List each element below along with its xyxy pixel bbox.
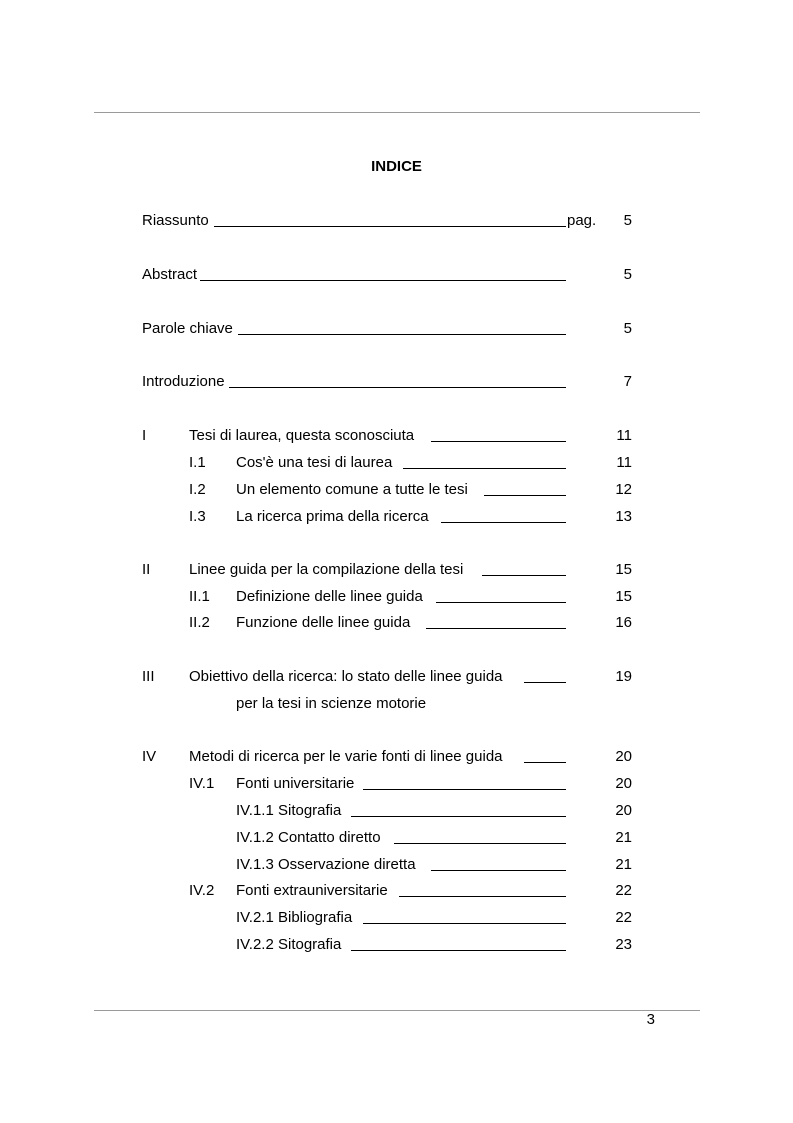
toc-entry-title: Tesi di laurea, questa sconosciuta <box>189 427 415 444</box>
section-number: I.1 <box>189 454 206 471</box>
toc-subsection[interactable] <box>0 908 793 928</box>
leader-line <box>524 747 566 763</box>
toc-entry-title: Cos'è una tesi di laurea <box>236 454 393 471</box>
toc-entry[interactable] <box>0 211 793 231</box>
toc-subsection[interactable] <box>0 855 793 875</box>
toc-chapter[interactable] <box>0 560 793 580</box>
toc-entry-title: Fonti extrauniversitarie <box>236 882 388 899</box>
toc-page-number: 12 <box>615 481 632 498</box>
toc-page-number: 20 <box>615 802 632 819</box>
toc-entry-title: Introduzione <box>142 373 225 390</box>
toc-page-number: 19 <box>615 668 632 685</box>
leader-line <box>482 560 566 576</box>
leader-line <box>441 507 566 523</box>
toc-section[interactable] <box>0 453 793 473</box>
toc-chapter[interactable] <box>0 426 793 446</box>
leader-line <box>403 453 566 469</box>
toc-entry-title: IV.1.2 Contatto diretto <box>236 829 381 846</box>
toc-page-number: 22 <box>615 882 632 899</box>
leader-line <box>229 372 566 388</box>
toc-page-number: 20 <box>615 748 632 765</box>
toc-page-number: 11 <box>616 454 632 471</box>
toc-entry[interactable] <box>0 265 793 285</box>
toc-entry-title: IV.2.1 Bibliografia <box>236 909 353 926</box>
toc-page-number: 7 <box>623 373 632 390</box>
leader-line <box>524 667 566 683</box>
leader-line <box>363 774 566 790</box>
toc-subsection[interactable] <box>0 935 793 955</box>
toc-entry-title: Riassunto <box>142 212 209 229</box>
toc-entry-title: IV.2.2 Sitografia <box>236 936 342 953</box>
toc-section[interactable] <box>0 587 793 607</box>
toc-entry[interactable] <box>0 319 793 339</box>
toc-page-number: 11 <box>616 427 632 444</box>
toc-entry-title: per la tesi in scienze motorie <box>236 695 427 712</box>
toc-page-number: 13 <box>615 508 632 525</box>
toc-entry-title: Fonti universitarie <box>236 775 355 792</box>
leader-line <box>351 935 566 951</box>
toc-section[interactable] <box>0 613 793 633</box>
leader-line <box>484 480 566 496</box>
toc-entry-title: IV.1.1 Sitografia <box>236 802 342 819</box>
toc-page-number: 21 <box>615 856 632 873</box>
leader-line <box>426 613 566 629</box>
chapter-number: II <box>142 561 151 578</box>
toc-subsection[interactable] <box>0 828 793 848</box>
section-number: II.1 <box>189 588 210 605</box>
leader-line <box>399 881 566 897</box>
section-number: II.2 <box>189 614 210 631</box>
toc-entry-title: Linee guida per la compilazione della tesi <box>189 561 464 578</box>
header-rule <box>94 112 700 113</box>
toc-page-number: 5 <box>623 212 632 229</box>
leader-line <box>238 319 566 335</box>
leader-line <box>394 828 566 844</box>
toc-section[interactable] <box>0 507 793 527</box>
toc-page-number: 15 <box>615 588 632 605</box>
chapter-number: I <box>142 427 147 444</box>
toc-entry-title: Metodi di ricerca per le varie fonti di linee guida <box>189 748 503 765</box>
toc-entry-title: Definizione delle linee guida <box>236 588 423 605</box>
leader-line <box>200 265 566 281</box>
toc-page-number: 5 <box>623 266 632 283</box>
toc-subsection[interactable] <box>0 801 793 821</box>
toc-section[interactable] <box>0 774 793 794</box>
section-number: IV.2 <box>189 882 215 899</box>
toc-page-number: 5 <box>623 320 632 337</box>
toc-entry[interactable] <box>0 372 793 392</box>
chapter-number: IV <box>142 748 157 765</box>
toc-entry-title: Obiettivo della ricerca: lo stato delle linee guida <box>189 668 503 685</box>
toc-entry-title: Un elemento comune a tutte le tesi <box>236 481 468 498</box>
toc-page-number: 23 <box>615 936 632 953</box>
toc-page-number: 15 <box>615 561 632 578</box>
toc-entry-title: IV.1.3 Osservazione diretta <box>236 856 416 873</box>
toc-entry-title: Funzione delle linee guida <box>236 614 411 631</box>
leader-line <box>431 855 566 871</box>
toc-entry-title: Parole chiave <box>142 320 233 337</box>
section-number: IV.1 <box>189 775 215 792</box>
leader-line <box>351 801 566 817</box>
toc-page-number: 20 <box>615 775 632 792</box>
page-title: INDICE <box>371 158 422 175</box>
toc-page-number: 22 <box>615 909 632 926</box>
toc-chapter[interactable] <box>0 747 793 767</box>
leader-line <box>363 908 566 924</box>
toc-chapter[interactable] <box>0 667 793 687</box>
leader-line <box>214 211 566 227</box>
toc-entry-title: Abstract <box>142 266 198 283</box>
leader-line <box>436 587 566 603</box>
chapter-number: III <box>142 668 155 685</box>
toc-page-number: 21 <box>615 829 632 846</box>
toc-section[interactable] <box>0 480 793 500</box>
toc-page-number: 16 <box>615 614 632 631</box>
page-number: 3 <box>646 1011 655 1028</box>
section-number: I.3 <box>189 508 206 525</box>
toc-entry-continuation <box>0 694 793 714</box>
leader-line <box>431 426 566 442</box>
section-number: I.2 <box>189 481 206 498</box>
pag-label: pag. <box>567 212 597 229</box>
toc-entry-title: La ricerca prima della ricerca <box>236 508 429 525</box>
toc-section[interactable] <box>0 881 793 901</box>
